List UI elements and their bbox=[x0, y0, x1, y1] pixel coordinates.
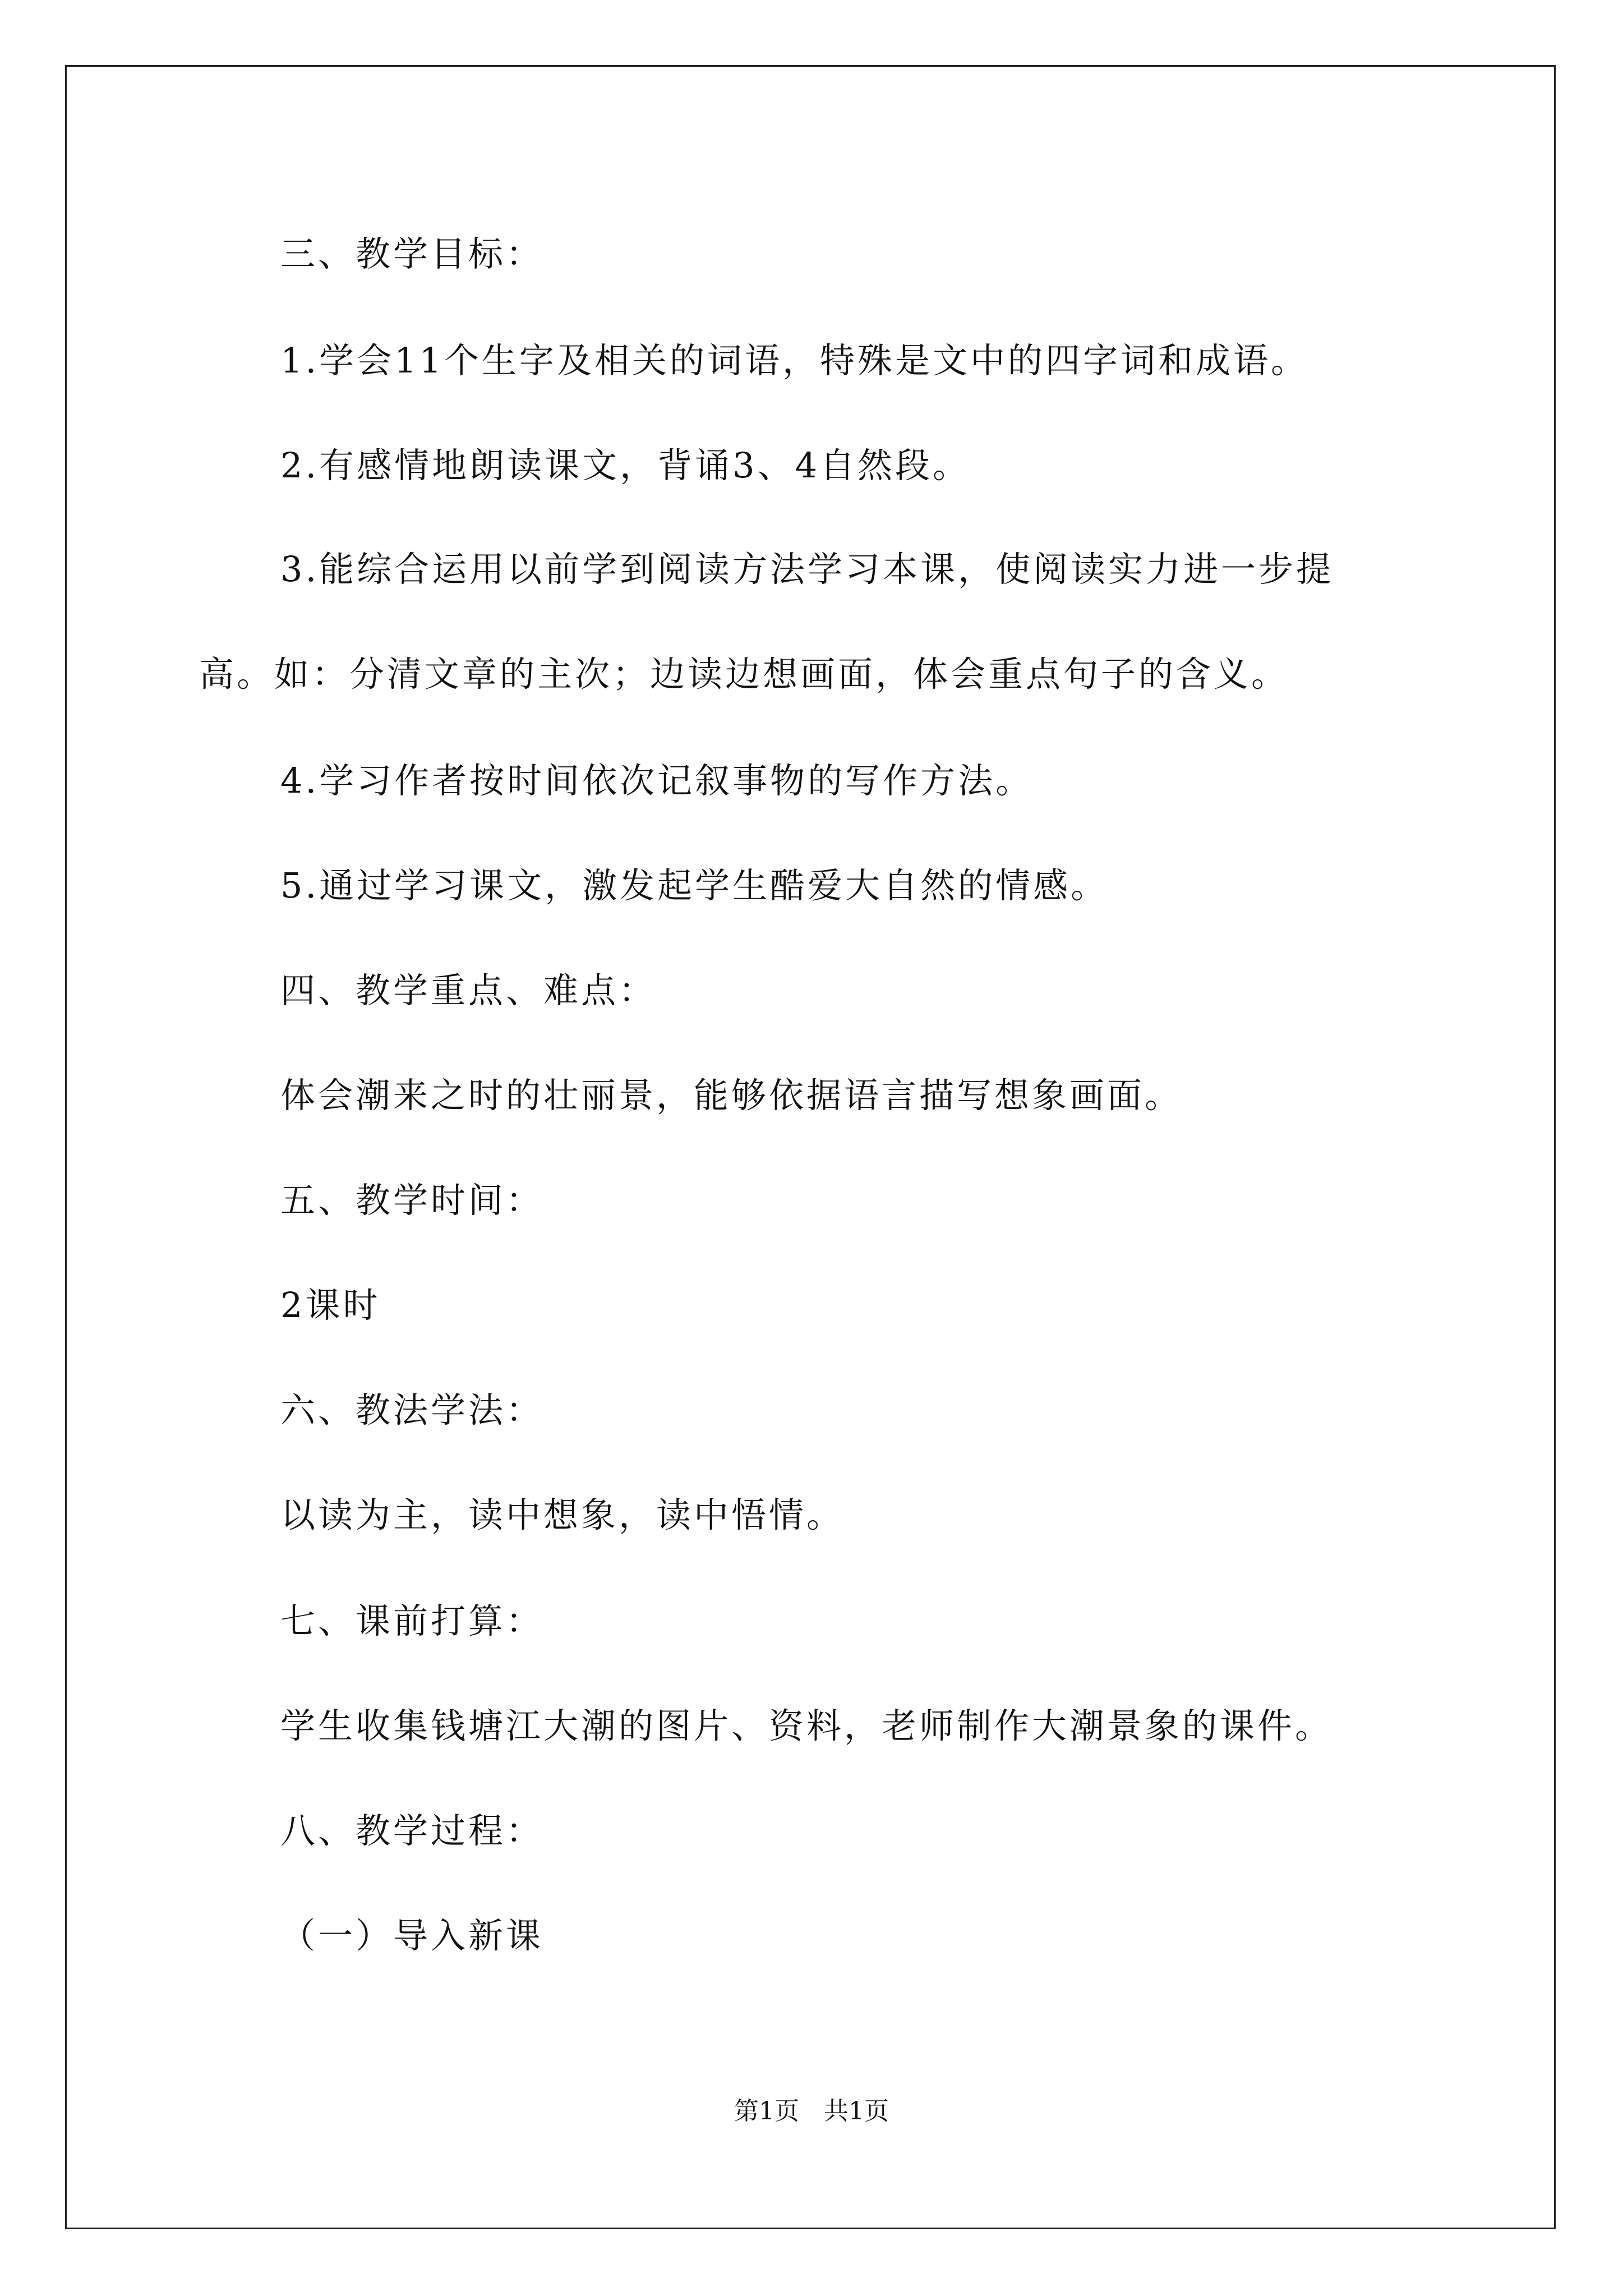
page-border bbox=[65, 65, 1556, 2229]
time-text: 2课时 bbox=[280, 1285, 381, 1326]
objective-item-1: 1.学会11个生字及相关的词语，特殊是文中的四字词和成语。 bbox=[280, 340, 1309, 381]
page-number-total: 共1页 bbox=[824, 2097, 889, 2125]
objective-item-2: 2.有感情地朗读课文，背诵3、4自然段。 bbox=[280, 445, 971, 486]
section-heading-process: 八、教学过程： bbox=[280, 1810, 544, 1851]
section-heading-objectives: 三、教学目标： bbox=[280, 233, 544, 274]
process-step-1: （一）导入新课 bbox=[280, 1915, 544, 1956]
section-heading-methods: 六、教法学法： bbox=[280, 1389, 544, 1430]
page-number-current: 第1页 bbox=[734, 2097, 799, 2125]
objective-item-3: 3.能综合运用以前学到阅读方法学习本课，使阅读实力进一步提 bbox=[280, 549, 1334, 590]
key-points-text: 体会潮来之时的壮丽景，能够依据语言描写想象画面。 bbox=[280, 1075, 1183, 1116]
preparation-text: 学生收集钱塘江大潮的图片、资料，老师制作大潮景象的课件。 bbox=[280, 1705, 1333, 1746]
objective-item-5: 5.通过学习课文，激发起学生酷爱大自然的情感。 bbox=[280, 865, 1109, 906]
page-footer bbox=[0, 2095, 1623, 2128]
methods-text: 以读为主，读中想象，读中悟情。 bbox=[280, 1494, 845, 1535]
section-heading-preparation: 七、课前打算： bbox=[280, 1600, 544, 1641]
objective-item-3-continued: 高。如：分清文章的主次；边读边想画面，体会重点句子的含义。 bbox=[199, 654, 1289, 694]
section-heading-key-points: 四、教学重点、难点： bbox=[280, 970, 657, 1011]
section-heading-time: 五、教学时间： bbox=[280, 1180, 544, 1221]
objective-item-4: 4.学习作者按时间依次记叙事物的写作方法。 bbox=[280, 760, 1034, 801]
